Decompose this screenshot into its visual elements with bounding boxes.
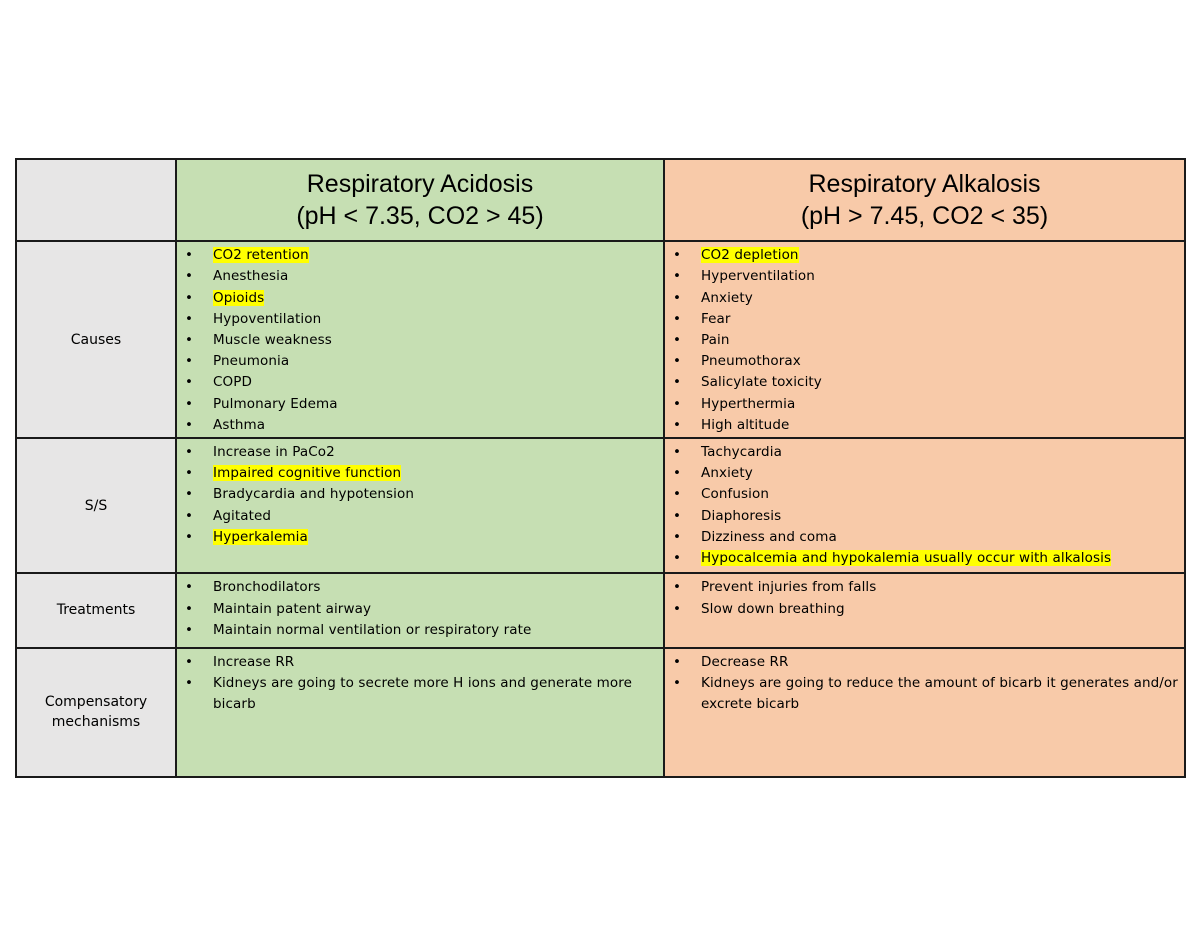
list-item-text: COPD <box>213 374 252 391</box>
list-item <box>673 506 1178 527</box>
list-item-text: Slow down breathing <box>701 600 845 617</box>
list-item <box>673 351 1178 372</box>
list-item-text: Pneumonia <box>213 353 290 370</box>
list-item <box>673 372 1178 393</box>
list-item-text: CO2 retention <box>213 247 309 264</box>
list-item <box>673 599 1178 620</box>
list-item <box>185 463 657 484</box>
list-item <box>673 415 1178 436</box>
list-item-text: Pain <box>701 332 730 349</box>
list-item <box>185 673 657 715</box>
header-empty-cell <box>16 159 176 241</box>
list-item <box>185 652 657 673</box>
list-item-text: Bradycardia and hypotension <box>213 486 415 503</box>
compensatory-acidosis-cell <box>176 648 664 777</box>
list-item <box>673 288 1178 309</box>
ss-alkalosis-list <box>665 439 1184 569</box>
list-item <box>185 394 657 415</box>
list-item-text: CO2 depletion <box>701 247 799 264</box>
list-item <box>673 484 1178 505</box>
causes-alkalosis-cell <box>664 241 1185 438</box>
list-item-text: Anesthesia <box>213 268 289 285</box>
list-item-text: Salicylate toxicity <box>701 374 822 391</box>
row-compensatory <box>16 648 1185 777</box>
comparison-table <box>15 158 1186 778</box>
acidosis-subtitle: (pH < 7.35, CO2 > 45) <box>296 202 544 230</box>
list-item-text: Anxiety <box>701 465 753 482</box>
list-item <box>185 330 657 351</box>
list-item-text: Dizziness and coma <box>701 528 837 545</box>
alkalosis-header <box>665 160 1184 232</box>
list-item <box>185 599 657 620</box>
list-item <box>185 351 657 372</box>
acidosis-header <box>177 160 663 232</box>
header-row <box>16 159 1185 241</box>
list-item-text: Bronchodilators <box>213 579 321 596</box>
list-item <box>673 394 1178 415</box>
list-item-text: Kidneys are going to secrete more H ions and generate more bicarb <box>213 674 633 712</box>
list-item <box>185 577 657 598</box>
treatments-acidosis-cell <box>176 573 664 647</box>
list-item-text: Hyperventilation <box>701 268 815 285</box>
list-item-text: Maintain normal ventilation or respiratory rate <box>213 621 532 638</box>
list-item <box>185 266 657 287</box>
ss-acidosis-list <box>177 439 663 548</box>
list-item-text: Hypocalcemia and hypokalemia usually occur with alkalosis <box>701 549 1112 566</box>
row-label-compensatory <box>16 648 176 777</box>
list-item-text: Hypoventilation <box>213 310 322 327</box>
list-item <box>673 463 1178 484</box>
list-item <box>673 442 1178 463</box>
row-label-compensatory-text: Compensatory mechanisms <box>44 694 148 731</box>
list-item <box>185 288 657 309</box>
list-item-text: High altitude <box>701 416 790 433</box>
list-item <box>673 548 1178 569</box>
treatments-acidosis-list <box>177 574 663 641</box>
list-item-text: Muscle weakness <box>213 332 332 349</box>
list-item-text: Opioids <box>213 289 265 306</box>
causes-alkalosis-list <box>665 242 1184 436</box>
list-item-text: Increase in PaCo2 <box>213 443 335 460</box>
list-item-text: Decrease RR <box>701 653 789 670</box>
list-item-text: Pulmonary Edema <box>213 395 338 412</box>
alkalosis-subtitle: (pH > 7.45, CO2 < 35) <box>800 202 1049 230</box>
compensatory-alkalosis-cell <box>664 648 1185 777</box>
alkalosis-header-cell <box>664 159 1185 241</box>
list-item-text: Prevent injuries from falls <box>701 579 877 596</box>
list-item-text: Diaphoresis <box>701 507 782 524</box>
list-item <box>185 484 657 505</box>
causes-acidosis-list <box>177 242 663 436</box>
list-item-text: Fear <box>701 310 731 327</box>
list-item-text: Increase RR <box>213 653 295 670</box>
list-item <box>185 415 657 436</box>
row-label-causes: Causes <box>16 241 176 438</box>
list-item <box>185 372 657 393</box>
alkalosis-title: Respiratory Alkalosis <box>808 170 1041 198</box>
ss-acidosis-cell <box>176 438 664 573</box>
list-item <box>673 527 1178 548</box>
list-item <box>673 330 1178 351</box>
list-item-text: Agitated <box>213 507 272 524</box>
ss-alkalosis-cell <box>664 438 1185 573</box>
list-item <box>185 506 657 527</box>
row-label-treatments: Treatments <box>16 573 176 647</box>
list-item <box>673 266 1178 287</box>
list-item <box>673 577 1178 598</box>
list-item-text: Confusion <box>701 486 770 503</box>
treatments-alkalosis-cell <box>664 573 1185 647</box>
compensatory-alkalosis-list <box>665 649 1184 716</box>
list-item-text: Maintain patent airway <box>213 600 372 617</box>
list-item <box>673 245 1178 266</box>
compensatory-acidosis-list <box>177 649 663 716</box>
list-item <box>673 309 1178 330</box>
list-item-text: Kidneys are going to reduce the amount of bicarb it generates and/or excrete bicarb <box>701 674 1178 712</box>
list-item-text: Hyperthermia <box>701 395 796 412</box>
list-item <box>673 673 1178 715</box>
list-item-text: Hyperkalemia <box>213 528 308 545</box>
list-item-text: Pneumothorax <box>701 353 801 370</box>
list-item-text: Anxiety <box>701 289 753 306</box>
acidosis-header-cell <box>176 159 664 241</box>
list-item <box>185 442 657 463</box>
treatments-alkalosis-list <box>665 574 1184 619</box>
row-treatments <box>16 573 1185 647</box>
list-item <box>185 527 657 548</box>
list-item-text: Asthma <box>213 416 266 433</box>
causes-acidosis-cell <box>176 241 664 438</box>
list-item <box>185 245 657 266</box>
list-item <box>185 309 657 330</box>
list-item <box>673 652 1178 673</box>
list-item-text: Tachycardia <box>701 443 782 460</box>
row-causes <box>16 241 1185 438</box>
list-item-text: Impaired cognitive function <box>213 465 402 482</box>
row-signs-symptoms <box>16 438 1185 573</box>
row-label-ss: S/S <box>16 438 176 573</box>
list-item <box>185 620 657 641</box>
acidosis-title: Respiratory Acidosis <box>306 170 534 198</box>
